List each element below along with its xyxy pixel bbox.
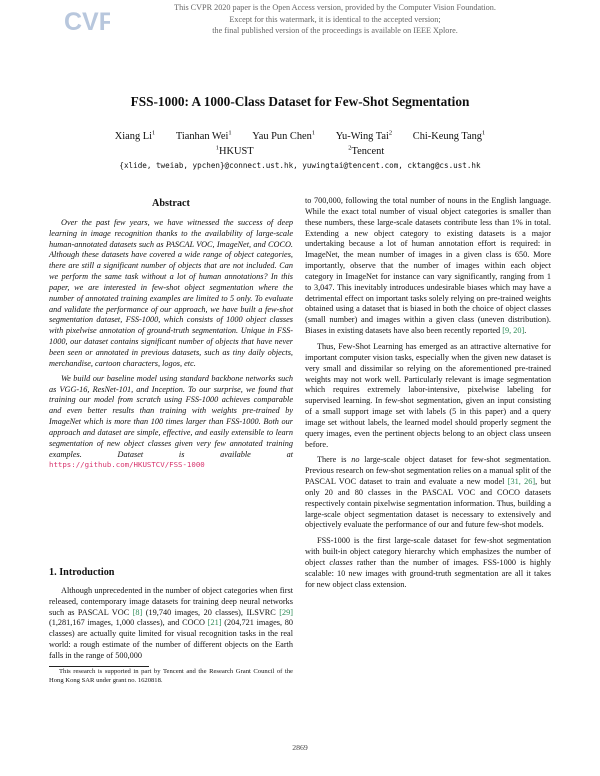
- citation-link[interactable]: [8]: [132, 607, 143, 617]
- abstract-paragraph: We build our baseline model using standard backbone networks such as VGG-16, ResNet-101, and Inception. To our surprise, we found that training our model from scratch using FSS-1000 achieves comparable and even better results than training with weights pre-trained by ImageNet which is more than 100 times larger than FSS-1000. Both our approach and dataset are simple, effective, and easily extensible to learn segmentation of new object classes given very few annotated training examples. Dataset is available at https://github.com/HKUSTCV/FSS-1000: [49, 373, 293, 470]
- intro-paragraph: Although unprecedented in the number of object categories when first released, contemporary image datasets for training deep neural networks such as PASCAL VOC [8] (19,740 images, 20 classes), ILSVRC [29] (1,281,167 images, 1,000 classes), and COCO [21] (204,721 images, 80 classes) are actually quite limited for visual recognition tasks in the real world: a rough estimate of the number of different objects on the Earth falls in the range of 500,000: [49, 585, 294, 660]
- body-paragraph: Thus, Few-Shot Learning has emerged as an attractive alternative for important computer vision tasks, especially when the given new dataset is very small and dissimilar so relying on the aforementioned pre-trained weights may not work well. Particularly relevant is image segmentation which requires extremely labor-intensive, pixelwise labeling for supervised learning. In few-shot segmentation, given an input consisting of a small support image set with labels (5 in this paper) and a query image set without labels, the learned model should properly segment the query images, even the pertinent objects belong to an object class unseen before.: [305, 341, 551, 449]
- abstract-section: [49, 196, 293, 471]
- affiliation: $^2$Tencent: [348, 144, 385, 157]
- cvf-logo-icon: [62, 6, 110, 34]
- author: Yau Pun Chen$^1$: [252, 129, 316, 142]
- citation-link[interactable]: [29]: [279, 607, 294, 617]
- body-paragraph: to 700,000, following the total number of nouns in the English language. While the exact total number of visual object categories is smaller than these numbers, these large-scale datasets contribute less than 1% in total. Extending a new object category to existing datasets is a major undertaking because a lot of human annotation effort is required: in ImageNet, the mean number of images in a given class is 650. More importantly, observe that the number of images within each object category in ImageNet for instance can vary significantly, ranging from 1 to 3,047. This inevitably introduces undesirable biases which may have a detrimental effect on important tasks solely relying on pre-trained weights obtained using a dataset that is biased in both the choice of object classes (small number) and images within a given class (uneven distribution). Biases in existing datasets have also been recently reported [9, 20].: [305, 196, 551, 336]
- watermark-notice: [110, 2, 560, 37]
- watermark-line: the final published version of the proceedings is available on IEEE Xplore.: [212, 26, 458, 35]
- body-paragraph: There is no large-scale object dataset for few-shot segmentation. Previous research on few-shot segmentation relies on a manual split of the PASCAL VOC dataset to train and evaluate a new model [31, 26], but only 20 and 80 classes in the PASCAL VOC and COCO datasets respectively contain pixelwise segmentation information. Thus, building a large-scale object segmentation dataset is necessary to extensively and objectively evaluate the performance of our and future few-shot models.: [305, 455, 552, 530]
- svg-text:CVF: CVF: [64, 8, 110, 34]
- paper-title: FSS-1000: A 1000-Class Dataset for Few-Shot Segmentation: [130, 94, 470, 109]
- citation-link[interactable]: [9, 20]: [502, 326, 525, 336]
- footnote: This research is supported in part by Tencent and the Research Grant Council of the Hong Kong SAR under grant no. 1620818.: [49, 668, 293, 684]
- abstract-heading: Abstract: [152, 198, 190, 209]
- author: Tianhan Wei$^1$: [175, 129, 232, 142]
- watermark-line: Except for this watermark, it is identical to the accepted version;: [229, 14, 441, 24]
- author-list: [0, 131, 600, 142]
- dataset-link[interactable]: https://github.com/HKUSTCV/FSS-1000: [49, 460, 205, 470]
- page-number: 2869: [292, 743, 308, 752]
- author-emails: {xlide, tweiab, ypchen}@connect.ust.hk, yuwingtai@tencent.com, cktang@cs.ust.hk: [119, 161, 481, 170]
- author: Yu-Wing Tai$^2$: [335, 129, 393, 142]
- affiliation-list: [0, 146, 600, 157]
- footnote-divider: [49, 666, 149, 667]
- body-paragraph: FSS-1000 is the first large-scale dataset for few-shot segmentation with built-in object category hierarchy which emphasizes the number of object classes rather than the number of images. FSS-1000 is highly scalable: 10 new images with ground-truth segmentation are all it takes for new object class extension.: [305, 536, 552, 589]
- right-column: [305, 196, 551, 591]
- author: Xiang Li$^1$: [114, 129, 156, 142]
- author: Chi-Keung Tang$^1$: [412, 129, 486, 142]
- affiliation: $^1$HKUST: [215, 144, 254, 157]
- abstract-paragraph: Over the past few years, we have witnessed the success of deep learning in image recognition thanks to the availability of large-scale human-annotated datasets such as PASCAL VOC, ImageNet, and COCO. Although these datasets have covered a wide range of object categories, there are still a significant number of objects that are not included. Can we perform the same task without a lot of human annotations? In this paper, we are interested in few-shot object segmentation where the number of annotated training examples are limited to 5 only. To evaluate and validate the performance of our approach, we have built a few-shot segmentation dataset, FSS-1000, which consists of 1000 object classes with pixelwise annotation of ground-truth segmentation. Unique in FSS-1000, our dataset contains significant number of objects that have never been seen or annotated in previous datasets, such as tiny daily objects, merchandise, cartoon characters, logos, etc.: [49, 217, 293, 368]
- citation-link[interactable]: [21]: [207, 618, 222, 628]
- introduction-heading: 1. Introduction: [49, 567, 115, 578]
- citation-link[interactable]: [31, 26]: [507, 477, 536, 487]
- watermark-line: This CVPR 2020 paper is the Open Access version, provided by the Computer Vision Foundation.: [174, 3, 496, 12]
- cvf-logo: [62, 6, 110, 34]
- introduction-section: [49, 568, 293, 662]
